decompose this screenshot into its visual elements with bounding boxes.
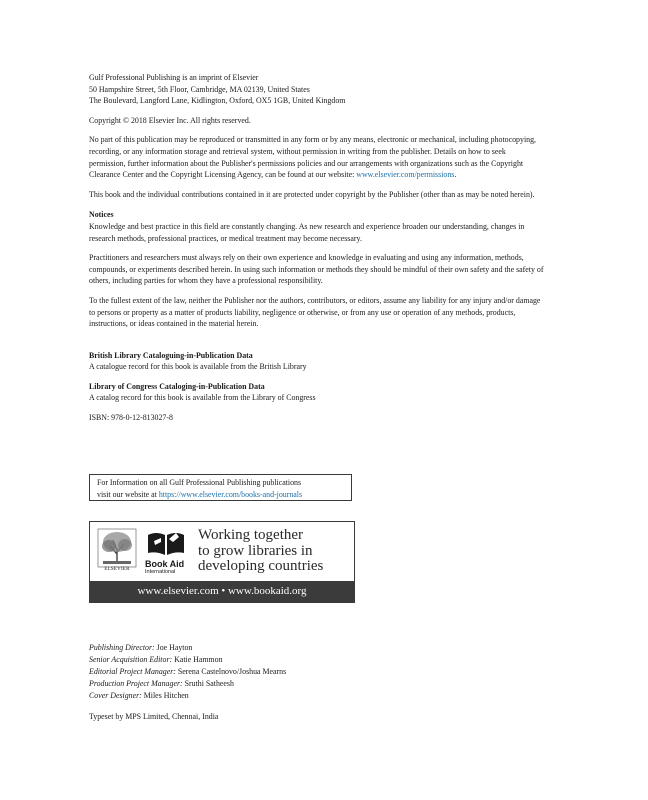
permissions-link[interactable]: www.elsevier.com/permissions xyxy=(356,170,455,180)
british-library-heading: British Library Cataloguing-in-Publication Data xyxy=(89,350,253,360)
credit-production-pm xyxy=(89,678,544,690)
imprint-line-2: 50 Hampshire Street, 5th Floor, Cambridge, MA 02139, United States xyxy=(89,84,310,94)
slogan-line-3: developing countries xyxy=(198,558,324,574)
imprint-line-1: Gulf Professional Publishing is an imprint of Elsevier xyxy=(89,73,259,82)
production-credits xyxy=(89,642,544,723)
credit-label: Publishing Director: xyxy=(89,643,155,652)
info-box-line-1: For Information on all Gulf Professional Publishing publications xyxy=(97,478,302,487)
credit-value: Katie Hammon xyxy=(172,655,223,664)
notices-heading: Notices xyxy=(89,210,114,220)
credit-label: Editorial Project Manager: xyxy=(89,667,176,676)
protection-paragraph: This book and the individual contributions contained in it are protected under copyright by the Publisher (other than as may be noted herein). xyxy=(89,189,535,199)
permissions-text: No part of this publication may be reproduced or transmitted in any form or by any means, electronic or mechanical, including photocopying, recording, or any information storage and retrieval system, without permission in writing from the publisher. Details on how to seek permission, further information about the Publisher's permissions policies and our arrangements with organizations such as the Copyright Clearance Center and the Copyright Licensing Agency, can be found at our website: xyxy=(89,135,537,180)
credit-editorial-pm xyxy=(89,666,544,678)
loc-text: A catalog record for this book is available from the Library of Congress xyxy=(89,393,316,403)
isbn: ISBN: 978-0-12-813027-8 xyxy=(89,413,173,423)
credit-publishing-director xyxy=(89,642,544,654)
credit-value: Joe Hayton xyxy=(154,643,193,652)
permissions-end: . xyxy=(454,170,457,180)
info-box-line-2 xyxy=(97,489,351,501)
info-box-prefix: visit our website at xyxy=(97,489,159,499)
credit-label: Cover Designer: xyxy=(89,691,142,700)
notices-paragraph-1: Knowledge and best practice in this field are constantly changing. As new research and experience broaden our understanding, changes in research methods, professional practices, or medical treatment may become necessary. xyxy=(89,221,525,243)
slogan-line-2: to grow libraries in xyxy=(198,542,313,559)
credit-value: Serena Castelnovo/Joshua Mearns xyxy=(175,667,287,676)
british-library-text: A catalogue record for this book is available from the British Library xyxy=(89,362,307,372)
notices-paragraph-3: To the fullest extent of the law, neither the Publisher nor the authors, contributors, or editors, assume any liability for any injury and/or damage to persons or property as a matter of products liability, negligence or otherwise, or from any use or operation of any methods, products, instructions, or ideas contained in the material herein. xyxy=(89,295,541,329)
books-journals-link[interactable]: https://www.elsevier.com/books-and-journals xyxy=(158,489,303,499)
banner-footer: www.elsevier.com • www.bookaid.org xyxy=(90,581,354,602)
notices-paragraph-2: Practitioners and researchers must always rely on their own experience and knowledge in evaluating and using any information, methods, compounds, or experiments described herein. In using such information or methods they should be mindful of their own safety and the safety of others, including parties for whom they have a professional responsibility. xyxy=(89,253,544,286)
book-aid-sub-label: International xyxy=(145,569,176,575)
credit-label: Production Project Manager: xyxy=(89,679,183,688)
book-aid-label: Book Aid xyxy=(145,559,185,569)
slogan-line-1: Working together xyxy=(198,527,304,543)
book-aid-banner xyxy=(89,521,355,603)
elsevier-label: ELSEVIER xyxy=(104,567,130,572)
banner-slogan xyxy=(198,528,323,575)
copyright-page xyxy=(89,72,544,424)
typeset-line: Typeset by MPS Limited, Chennai, India xyxy=(89,712,219,721)
book-aid-logo xyxy=(146,529,186,559)
copyright-notice: Copyright © 2018 Elsevier Inc. All rights reserved. xyxy=(89,115,251,125)
credit-value: Miles Hitchen xyxy=(141,691,189,700)
loc-heading: Library of Congress Cataloging-in-Publication Data xyxy=(89,381,265,391)
credit-cover-designer xyxy=(89,690,544,702)
imprint-line-3: The Boulevard, Langford Lane, Kidlington, Oxford, OX5 1GB, United Kingdom xyxy=(89,96,346,106)
credit-value: Sruthi Satheesh xyxy=(182,679,234,688)
credit-label: Senior Acquisition Editor: xyxy=(89,655,173,664)
credit-senior-editor xyxy=(89,654,544,666)
permissions-paragraph xyxy=(89,134,544,180)
publications-info-box xyxy=(89,474,352,501)
banner-top xyxy=(90,522,354,581)
